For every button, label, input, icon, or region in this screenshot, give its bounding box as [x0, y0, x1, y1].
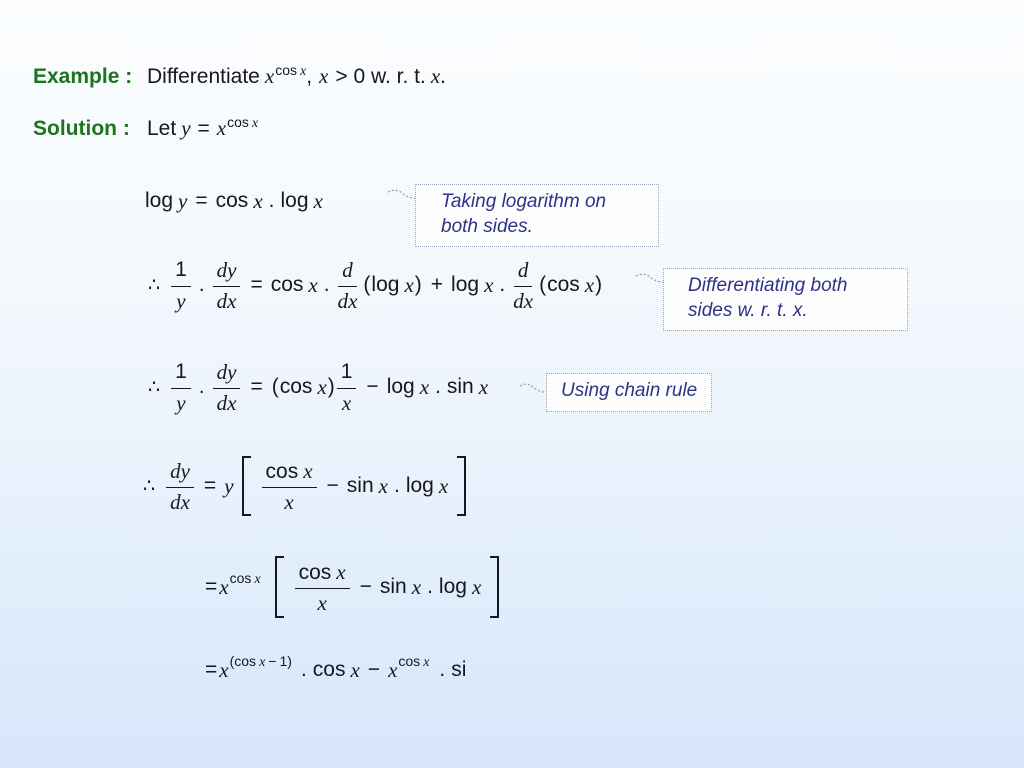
minus-sign: − [326, 474, 339, 497]
dot-operator: . [198, 273, 205, 296]
numerator: 1 [171, 258, 191, 286]
var-x: x [404, 272, 414, 297]
var-y: y [178, 188, 188, 213]
callout-tail [634, 270, 664, 286]
therefore-symbol: ∴ [143, 475, 156, 497]
fraction-dy-dx [166, 459, 194, 512]
fn-cos: cos [265, 459, 299, 483]
note-differentiating: Differentiating both sides w. r. t. x. [663, 268, 908, 331]
therefore-symbol: ∴ [148, 376, 161, 398]
var-x: x [254, 572, 261, 587]
denominator: dx [216, 288, 237, 313]
right-bracket [490, 556, 499, 618]
fraction-1-over-y [171, 258, 191, 311]
equals-sign: = [250, 273, 263, 296]
var-x: x [303, 458, 313, 483]
callout-tail [518, 380, 546, 396]
dot-operator: . [439, 658, 446, 681]
equation-differentiate [148, 252, 603, 318]
close-paren: ) [327, 375, 335, 398]
numerator: dy [213, 258, 241, 286]
numerator: d [514, 258, 533, 286]
var-x: x [484, 272, 494, 297]
equation-final-partial [205, 652, 466, 688]
var-x: x [419, 374, 430, 399]
equation-take-log [145, 186, 323, 216]
var-x: x [317, 374, 327, 399]
example-text: Differentiate [147, 65, 260, 88]
close-paren: ) [595, 273, 603, 296]
equals-sign: = [205, 658, 218, 681]
equals-sign: = [205, 575, 218, 598]
dot-operator: . [300, 658, 307, 681]
fraction-1-over-y [171, 360, 191, 413]
dot-operator: . [499, 273, 506, 296]
denominator: x [317, 591, 327, 615]
fn-log: log [371, 273, 400, 296]
numerator: 1 [337, 360, 357, 388]
equals-sign: = [197, 117, 210, 140]
open-paren: ( [363, 273, 371, 296]
var-x: x [308, 272, 318, 297]
fraction-cosx-over-x [262, 459, 317, 513]
close-paren: ) [287, 653, 292, 669]
minus-sign: − [359, 575, 372, 598]
var-x: x [219, 657, 229, 682]
superscript-cos-x [227, 114, 258, 132]
equals-sign: = [250, 375, 263, 398]
example-line [33, 64, 446, 89]
note-taking-log: Taking logarithm on both sides. [415, 184, 659, 247]
fn-log: log [438, 575, 467, 598]
fn-cos: cos [279, 375, 313, 398]
equation-chain-rule [148, 356, 488, 418]
fraction-d-dx [338, 258, 358, 311]
constraint-text: > 0 w. r. t. [335, 65, 426, 88]
left-bracket [242, 456, 251, 516]
denominator: dx [337, 288, 358, 313]
fraction-dy-dx [213, 258, 241, 311]
equation-dydx-y [143, 456, 466, 516]
var-x: x [336, 559, 346, 584]
dot-operator: . [198, 375, 205, 398]
var-x: x [251, 116, 259, 131]
number-one: 1 [279, 653, 288, 669]
equals-sign: = [195, 189, 208, 212]
fn-cos: cos [234, 653, 257, 669]
minus-sign: − [268, 653, 277, 669]
var-x: x [219, 574, 229, 599]
numerator: 1 [171, 360, 191, 388]
period: . [440, 65, 447, 88]
right-bracket [457, 456, 466, 516]
comma: , [306, 65, 313, 88]
numerator: dy [166, 459, 194, 487]
dot-operator: . [268, 189, 275, 212]
denominator: dx [170, 489, 190, 514]
denominator: x [284, 490, 294, 514]
solution-line [33, 116, 258, 141]
left-bracket [275, 556, 284, 618]
superscript-cos-x [398, 653, 429, 671]
superscript-cos-x [275, 62, 306, 80]
solution-label: Solution : [33, 117, 130, 140]
numerator [262, 459, 317, 488]
fn-sin: sin [346, 474, 374, 497]
var-y: y [181, 116, 191, 140]
var-x: x [423, 655, 430, 670]
fn-cos: cos [227, 114, 249, 130]
fraction-d-dx [513, 258, 533, 311]
dot-operator: . [435, 375, 441, 398]
numerator: dy [213, 360, 241, 388]
var-x: x [438, 473, 449, 498]
var-x: x [313, 188, 323, 213]
open-paren: ( [271, 375, 279, 398]
fn-sin: sin [446, 375, 474, 398]
var-x: x [350, 657, 360, 682]
fn-cos: cos [275, 62, 297, 78]
dot-operator: . [323, 273, 330, 296]
var-x: x [471, 574, 482, 599]
equals-sign: = [203, 474, 217, 497]
var-x: x [264, 64, 275, 88]
numerator [295, 560, 350, 589]
var-x: x [430, 64, 441, 88]
fn-sin: sin [379, 575, 407, 598]
fraction-1-over-x [337, 360, 357, 413]
fn-cos: cos [312, 658, 346, 681]
fn-cos: cos [215, 189, 249, 212]
var-x: x [478, 374, 489, 399]
fn-log: log [145, 189, 174, 212]
fn-log: log [451, 273, 480, 296]
minus-sign: − [367, 658, 381, 681]
var-x: x [411, 574, 422, 599]
fn-log: log [386, 375, 415, 398]
fn-log: log [280, 189, 309, 212]
denominator: y [176, 390, 186, 415]
therefore-symbol: ∴ [148, 274, 161, 296]
superscript-cos-x [230, 570, 261, 588]
fraction-cosx-over-x [295, 560, 350, 614]
plus-sign: + [430, 273, 444, 296]
open-paren: ( [539, 273, 547, 296]
fraction-dy-dx [213, 360, 241, 413]
var-x: x [259, 655, 266, 670]
var-x: x [584, 272, 595, 297]
denominator: dx [513, 288, 534, 313]
denominator: dx [216, 390, 237, 415]
fn-cos: cos [229, 570, 252, 586]
fn-cos: cos [270, 273, 304, 296]
open-paren: ( [229, 653, 235, 669]
fn-cos: cos [298, 560, 332, 584]
denominator: x [341, 390, 352, 415]
var-x: x [378, 473, 388, 498]
example-label: Example : [33, 65, 133, 88]
dot-operator: . [393, 474, 400, 497]
var-y: y [224, 473, 234, 498]
var-x: x [216, 116, 227, 140]
denominator: y [176, 288, 186, 313]
close-paren: ) [414, 273, 422, 296]
equation-substitute-y [205, 556, 499, 618]
fn-log: log [405, 474, 434, 497]
var-x: x [388, 657, 398, 682]
var-x: x [319, 64, 329, 88]
var-x: x [253, 188, 263, 213]
let-text: Let [147, 117, 177, 140]
note-chain-rule: Using chain rule [546, 373, 712, 412]
minus-sign: − [366, 375, 379, 398]
superscript-cosx-minus-1 [230, 653, 292, 671]
numerator: d [338, 258, 357, 286]
callout-tail [386, 186, 416, 202]
fn-cos: cos [398, 653, 421, 669]
fn-cos: cos [547, 273, 580, 296]
partial-word-si: si [451, 658, 467, 681]
dot-operator: . [427, 575, 433, 598]
var-x: x [299, 64, 307, 79]
